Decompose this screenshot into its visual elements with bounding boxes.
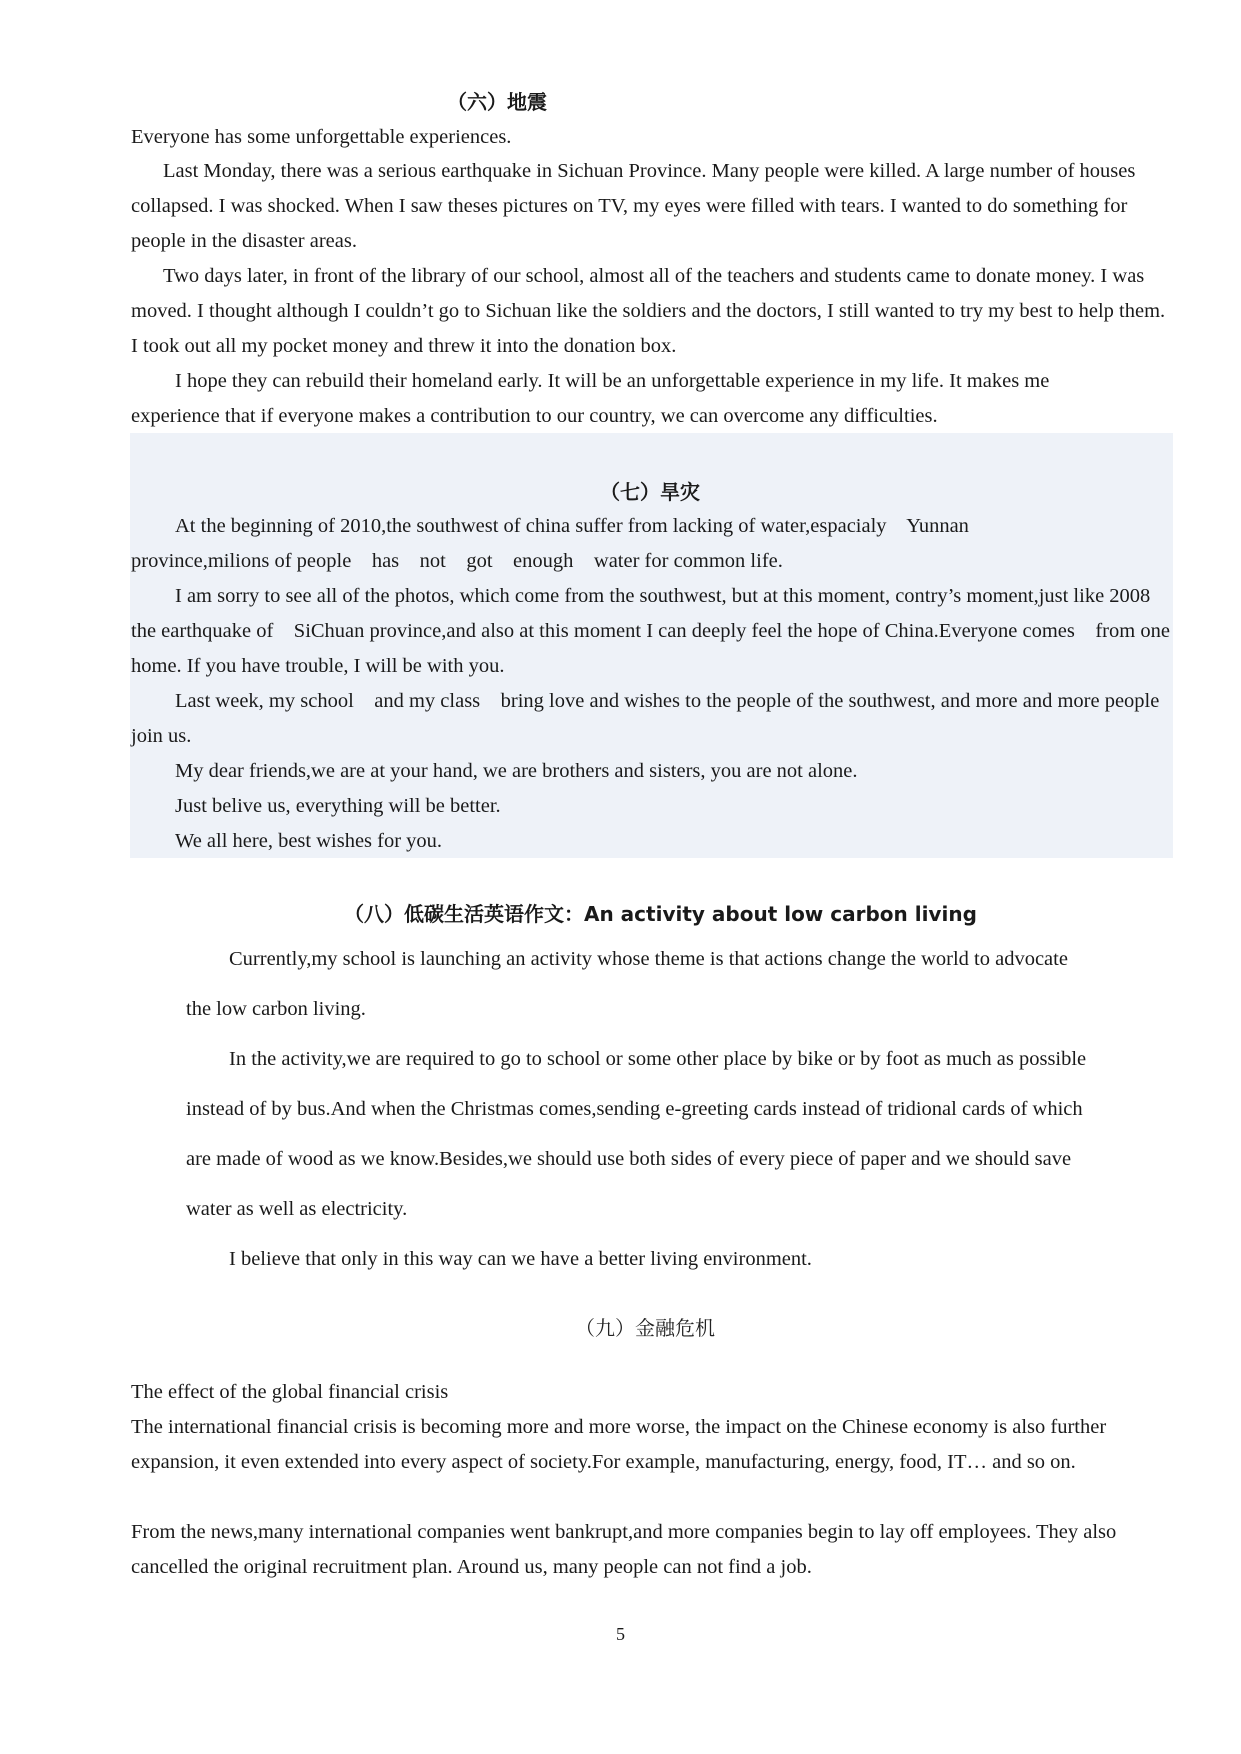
financial-paragraph-1: The effect of the global financial crisis <box>131 1381 449 1403</box>
financial-paragraph-3: From the news,many international companies went bankrupt,and more companies begin to lay off employees. They also cancelled the original recruitment plan. Around us, many people can not find a job. <box>131 1521 1117 1578</box>
drought-paragraph-6: We all here, best wishes for you. <box>175 830 443 852</box>
earthquake-paragraph-4: I hope they can rebuild their homeland early. It will be an unforgettable experience in my life. It makes me experience that if everyone makes a contribution to our country, we can overcome any difficulties. <box>131 370 1050 427</box>
drought-paragraph-3: Last week, my school and my class bring love and wishes to the people of the southwest, and more and more people join us. <box>131 690 1165 747</box>
heading-low-carbon: （八）低碳生活英语作文：An activity about low carbon living <box>344 902 977 926</box>
drought-paragraph-4: My dear friends,we are at your hand, we are brothers and sisters, you are not alone. <box>175 760 858 782</box>
heading-financial-crisis: （九）金融危机 <box>575 1316 715 1340</box>
drought-paragraph-2: I am sorry to see all of the photos, which come from the southwest, but at this moment, contry’s moment,just like 2008 the earthquake of SiChuan province,and also at this moment I can deeply feel the hope of China.Everyone comes from one home. If you have trouble, I will be with you. <box>131 585 1176 677</box>
page-number: 5 <box>616 1624 625 1644</box>
heading-drought: （七）旱灾 <box>600 480 700 504</box>
earthquake-paragraph-1: Everyone has some unforgettable experiences. <box>131 126 512 148</box>
low-carbon-paragraph-2: In the activity,we are required to go to school or some other place by bike or by foot as much as possible instead of by bus.And when the Christmas comes,sending e-greeting cards instead of tridional cards of which are made of wood as we know.Besides,we should use both sides of every piece of paper and we should save water as well as electricity. <box>186 1048 1087 1220</box>
earthquake-paragraph-2: Last Monday, there was a serious earthquake in Sichuan Province. Many people were killed. A large number of houses collapsed. I was shocked. When I saw theses pictures on TV, my eyes were filled with tears. I wanted to do something for people in the disaster areas. <box>131 160 1136 252</box>
heading-earthquake: （六）地震 <box>447 90 547 114</box>
low-carbon-paragraph-3: I believe that only in this way can we have a better living environment. <box>229 1248 812 1270</box>
drought-paragraph-1: At the beginning of 2010,the southwest of china suffer from lacking of water,espacialy Yunnan province,milions of people has not got enough water for common life. <box>131 515 975 572</box>
low-carbon-paragraph-1: Currently,my school is launching an activity whose theme is that actions change the world to advocate the low carbon living. <box>186 948 1068 1020</box>
drought-paragraph-5: Just belive us, everything will be better. <box>175 795 501 817</box>
earthquake-paragraph-3: Two days later, in front of the library of our school, almost all of the teachers and students came to donate money. I was moved. I thought although I couldn’t go to Sichuan like the soldiers and the doctors, I still wanted to try my best to help them. I took out all my pocket money and threw it into the donation box. <box>131 265 1166 357</box>
financial-paragraph-2: The international financial crisis is becoming more and more worse, the impact on the Chinese economy is also further expansion, it even extended into every aspect of society.For example, manufacturing, energy, food, IT… and so on. <box>131 1416 1107 1473</box>
